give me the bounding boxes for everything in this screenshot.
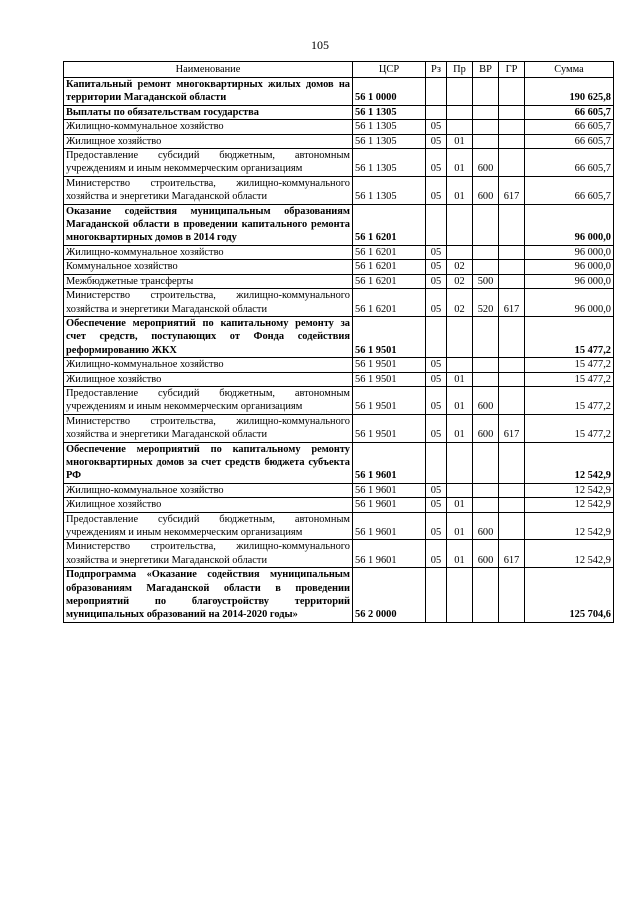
cell-sum: 15 477,2 — [525, 372, 614, 386]
cell-vr: 600 — [473, 540, 499, 568]
cell-csr: 56 1 6201 — [353, 289, 426, 317]
cell-pr: 01 — [447, 540, 473, 568]
cell-name: Министерство строительства, жилищно-коммунального хозяйства и энергетики Магаданской области — [64, 176, 353, 204]
cell-csr: 56 1 1305 — [353, 120, 426, 134]
cell-name: Межбюджетные трансферты — [64, 274, 353, 288]
header-name: Наименование — [64, 62, 353, 78]
cell-rz: 05 — [426, 289, 447, 317]
cell-pr — [447, 105, 473, 119]
cell-rz: 05 — [426, 274, 447, 288]
cell-name: Жилищно-коммунальное хозяйство — [64, 483, 353, 497]
cell-csr: 56 1 9601 — [353, 442, 426, 483]
cell-gr — [499, 512, 525, 540]
table-row — [64, 105, 614, 119]
cell-vr — [473, 358, 499, 372]
cell-name: Жилищно-коммунальное хозяйство — [64, 245, 353, 259]
header-vr: ВР — [473, 62, 499, 78]
cell-pr: 01 — [447, 149, 473, 177]
table-row — [64, 289, 614, 317]
cell-vr: 600 — [473, 414, 499, 442]
cell-sum: 12 542,9 — [525, 540, 614, 568]
cell-name: Министерство строительства, жилищно-коммунального хозяйства и энергетики Магаданской области — [64, 414, 353, 442]
table-row — [64, 498, 614, 512]
cell-gr — [499, 204, 525, 245]
cell-gr — [499, 568, 525, 623]
header-rz: Рз — [426, 62, 447, 78]
cell-gr — [499, 105, 525, 119]
cell-rz: 05 — [426, 134, 447, 148]
cell-csr: 56 1 9501 — [353, 372, 426, 386]
cell-gr — [499, 442, 525, 483]
cell-rz: 05 — [426, 498, 447, 512]
cell-name: Выплаты по обязательствам государства — [64, 105, 353, 119]
cell-pr — [447, 442, 473, 483]
cell-sum: 15 477,2 — [525, 358, 614, 372]
cell-sum: 66 605,7 — [525, 120, 614, 134]
cell-gr: 617 — [499, 414, 525, 442]
cell-vr — [473, 316, 499, 357]
cell-sum: 96 000,0 — [525, 204, 614, 245]
cell-name: Жилищно-коммунальное хозяйство — [64, 120, 353, 134]
cell-pr: 02 — [447, 260, 473, 274]
table-row — [64, 316, 614, 357]
cell-csr: 56 1 6201 — [353, 274, 426, 288]
cell-gr — [499, 386, 525, 414]
cell-gr: 617 — [499, 289, 525, 317]
cell-sum: 66 605,7 — [525, 149, 614, 177]
cell-pr — [447, 78, 473, 106]
cell-rz: 05 — [426, 120, 447, 134]
header-gr: ГР — [499, 62, 525, 78]
cell-sum: 96 000,0 — [525, 289, 614, 317]
cell-rz: 05 — [426, 372, 447, 386]
cell-pr — [447, 204, 473, 245]
cell-sum: 12 542,9 — [525, 498, 614, 512]
table-row — [64, 120, 614, 134]
cell-sum: 15 477,2 — [525, 316, 614, 357]
table-row — [64, 372, 614, 386]
budget-table — [63, 61, 614, 623]
cell-vr — [473, 568, 499, 623]
cell-sum: 96 000,0 — [525, 245, 614, 259]
cell-rz: 05 — [426, 176, 447, 204]
table-row — [64, 540, 614, 568]
cell-vr: 600 — [473, 176, 499, 204]
cell-pr: 01 — [447, 372, 473, 386]
cell-vr — [473, 78, 499, 106]
cell-vr — [473, 120, 499, 134]
cell-rz: 05 — [426, 358, 447, 372]
cell-pr: 01 — [447, 134, 473, 148]
table-row — [64, 358, 614, 372]
cell-gr: 617 — [499, 540, 525, 568]
cell-gr — [499, 274, 525, 288]
header-csr: ЦСР — [353, 62, 426, 78]
cell-csr: 56 1 1305 — [353, 105, 426, 119]
cell-name: Предоставление субсидий бюджетным, автономным учреждениям и иным некоммерческим организациям — [64, 386, 353, 414]
cell-pr: 01 — [447, 386, 473, 414]
cell-csr: 56 1 6201 — [353, 245, 426, 259]
cell-gr — [499, 260, 525, 274]
cell-vr: 600 — [473, 386, 499, 414]
cell-name: Министерство строительства, жилищно-коммунального хозяйства и энергетики Магаданской области — [64, 289, 353, 317]
table-row — [64, 149, 614, 177]
cell-sum: 125 704,6 — [525, 568, 614, 623]
cell-sum: 66 605,7 — [525, 105, 614, 119]
cell-rz: 05 — [426, 260, 447, 274]
cell-vr — [473, 134, 499, 148]
cell-pr: 01 — [447, 414, 473, 442]
cell-gr — [499, 78, 525, 106]
cell-pr — [447, 120, 473, 134]
header-sum: Сумма — [525, 62, 614, 78]
cell-vr: 600 — [473, 149, 499, 177]
cell-pr: 01 — [447, 498, 473, 512]
cell-gr — [499, 134, 525, 148]
cell-csr: 56 1 0000 — [353, 78, 426, 106]
cell-csr: 56 1 9601 — [353, 483, 426, 497]
cell-rz — [426, 568, 447, 623]
cell-pr: 01 — [447, 176, 473, 204]
table-row — [64, 386, 614, 414]
cell-csr: 56 1 1305 — [353, 149, 426, 177]
cell-sum: 15 477,2 — [525, 414, 614, 442]
cell-sum: 15 477,2 — [525, 386, 614, 414]
cell-name: Жилищное хозяйство — [64, 134, 353, 148]
cell-rz: 05 — [426, 386, 447, 414]
cell-name: Оказание содействия муниципальным образованиям Магаданской области в проведении капитального ремонта многоквартирных домов в 2014 году — [64, 204, 353, 245]
cell-gr — [499, 498, 525, 512]
cell-name: Обеспечение мероприятий по капитальному ремонту за счет средств, поступающих от Фонда содействия реформированию ЖКХ — [64, 316, 353, 357]
cell-vr — [473, 372, 499, 386]
cell-name: Предоставление субсидий бюджетным, автономным учреждениям и иным некоммерческим организациям — [64, 149, 353, 177]
cell-csr: 56 1 6201 — [353, 204, 426, 245]
cell-pr — [447, 245, 473, 259]
cell-vr: 500 — [473, 274, 499, 288]
cell-gr — [499, 120, 525, 134]
cell-pr — [447, 568, 473, 623]
table-row — [64, 78, 614, 106]
header-pr: Пр — [447, 62, 473, 78]
cell-vr — [473, 498, 499, 512]
cell-pr: 02 — [447, 274, 473, 288]
cell-gr — [499, 245, 525, 259]
table-body — [64, 78, 614, 623]
cell-rz — [426, 105, 447, 119]
cell-gr: 617 — [499, 176, 525, 204]
cell-sum: 190 625,8 — [525, 78, 614, 106]
cell-sum: 66 605,7 — [525, 134, 614, 148]
cell-sum: 12 542,9 — [525, 442, 614, 483]
cell-name: Коммунальное хозяйство — [64, 260, 353, 274]
cell-name: Жилищное хозяйство — [64, 372, 353, 386]
table-row — [64, 274, 614, 288]
cell-name: Предоставление субсидий бюджетным, автономным учреждениям и иным некоммерческим организациям — [64, 512, 353, 540]
page-number: 105 — [311, 38, 329, 52]
cell-sum: 66 605,7 — [525, 176, 614, 204]
cell-csr: 56 1 9601 — [353, 498, 426, 512]
cell-csr: 56 1 9501 — [353, 386, 426, 414]
cell-rz — [426, 316, 447, 357]
cell-vr — [473, 442, 499, 483]
table-row — [64, 568, 614, 623]
cell-csr: 56 1 1305 — [353, 176, 426, 204]
cell-csr: 56 1 9601 — [353, 512, 426, 540]
cell-csr: 56 2 0000 — [353, 568, 426, 623]
table-row — [64, 442, 614, 483]
cell-name: Обеспечение мероприятий по капитальному ремонту многоквартирных домов за счет средств бюджета субъекта РФ — [64, 442, 353, 483]
cell-sum: 96 000,0 — [525, 260, 614, 274]
cell-pr — [447, 358, 473, 372]
cell-gr — [499, 316, 525, 357]
cell-gr — [499, 149, 525, 177]
cell-name: Подпрограмма «Оказание содействия муниципальным образованиям Магаданской области в проведении мероприятий по благоустройству территорий муниципальных образований на 2014-2020 годы» — [64, 568, 353, 623]
cell-rz: 05 — [426, 540, 447, 568]
table-row — [64, 204, 614, 245]
cell-rz: 05 — [426, 149, 447, 177]
cell-rz — [426, 442, 447, 483]
cell-csr: 56 1 9501 — [353, 358, 426, 372]
cell-name: Жилищно-коммунальное хозяйство — [64, 358, 353, 372]
cell-pr: 02 — [447, 289, 473, 317]
cell-csr: 56 1 1305 — [353, 134, 426, 148]
cell-vr — [473, 105, 499, 119]
cell-sum: 12 542,9 — [525, 512, 614, 540]
cell-csr: 56 1 6201 — [353, 260, 426, 274]
cell-gr — [499, 372, 525, 386]
cell-gr — [499, 358, 525, 372]
table-row — [64, 512, 614, 540]
cell-rz: 05 — [426, 414, 447, 442]
table-row — [64, 245, 614, 259]
cell-sum: 96 000,0 — [525, 274, 614, 288]
cell-gr — [499, 483, 525, 497]
cell-name: Капитальный ремонт многоквартирных жилых домов на территории Магаданской области — [64, 78, 353, 106]
table-row — [64, 483, 614, 497]
table-row — [64, 134, 614, 148]
table-row — [64, 176, 614, 204]
table-row — [64, 260, 614, 274]
cell-csr: 56 1 9601 — [353, 540, 426, 568]
cell-name: Жилищное хозяйство — [64, 498, 353, 512]
cell-vr — [473, 204, 499, 245]
cell-rz — [426, 78, 447, 106]
cell-vr — [473, 483, 499, 497]
cell-pr — [447, 483, 473, 497]
cell-rz: 05 — [426, 512, 447, 540]
cell-vr: 600 — [473, 512, 499, 540]
cell-name: Министерство строительства, жилищно-коммунального хозяйства и энергетики Магаданской области — [64, 540, 353, 568]
cell-vr: 520 — [473, 289, 499, 317]
cell-pr: 01 — [447, 512, 473, 540]
cell-pr — [447, 316, 473, 357]
cell-rz: 05 — [426, 245, 447, 259]
cell-rz — [426, 204, 447, 245]
cell-rz: 05 — [426, 483, 447, 497]
table-row — [64, 414, 614, 442]
cell-csr: 56 1 9501 — [353, 414, 426, 442]
table-header-row — [64, 62, 614, 78]
cell-sum: 12 542,9 — [525, 483, 614, 497]
cell-csr: 56 1 9501 — [353, 316, 426, 357]
cell-vr — [473, 260, 499, 274]
cell-vr — [473, 245, 499, 259]
